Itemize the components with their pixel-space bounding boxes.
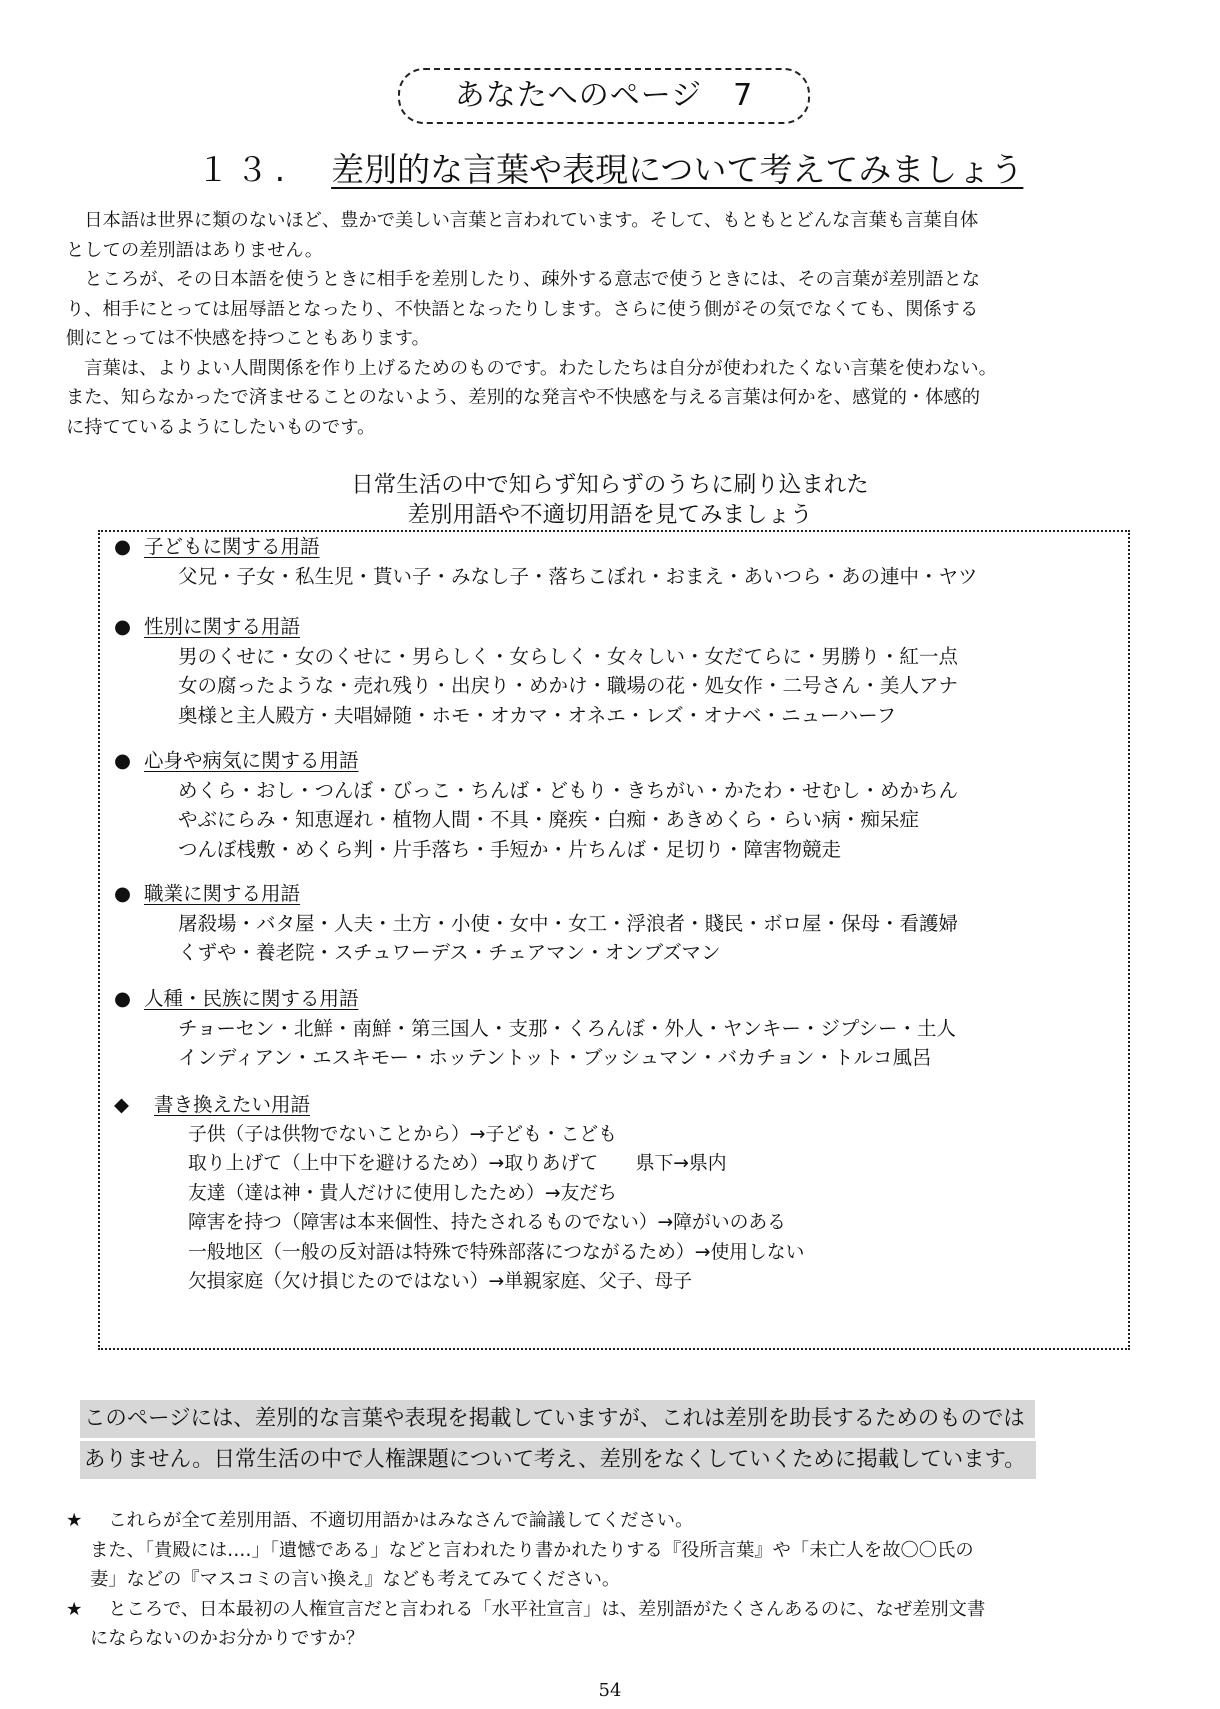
term-line: 女の腐ったような・売れ残り・出戻り・めかけ・職場の花・処女作・二号さん・美人アナ <box>178 674 959 698</box>
category-title: 子どもに関する用語 <box>144 535 320 558</box>
term-line: くずや・養老院・スチュワーデス・チェアマン・オンブズマン <box>178 941 721 965</box>
star-icon: ★ <box>66 1598 83 1620</box>
note-line: また、「貴殿には‥‥」「遺憾である」などと言われたり書かれたりする『役所言葉』や「未亡人を故〇〇氏の <box>90 1539 974 1561</box>
intro-line: り、相手にとっては屈辱語となったり、不快語となったりします。さらに使う側がその気でなくても、関係する <box>66 298 979 320</box>
intro-line: に持てているようにしたいものです。 <box>66 416 376 438</box>
section-title <box>0 146 1220 194</box>
intro-line: 言葉は、よりよい人間関係を作り上げるためのものです。わたしたちは自分が使われたくない言葉を使わない。 <box>66 357 997 379</box>
section-title-text: 差別的な言葉や表現について考えてみましょう <box>331 150 1024 189</box>
star-icon: ★ <box>66 1510 83 1531</box>
bullet-icon: ● <box>114 749 132 772</box>
term-line: 奥様と主人殿方・夫唱婦随・ホモ・オカマ・オネエ・レズ・オナベ・ニューハーフ <box>178 703 897 727</box>
note-item <box>66 1595 1166 1654</box>
rewrite-line: 一般地区（一般の反対語は特殊で特殊部落につながるため）→使用しない <box>188 1241 805 1263</box>
notes <box>66 1506 1166 1654</box>
category-title: 性別に関する用語 <box>144 615 301 638</box>
intro-line: 日本語は世界に類のないほど、豊かで美しい言葉と言われています。そして、もともとどんな言葉も言葉自体 <box>66 210 979 231</box>
note-line: これらが全て差別用語、不適切用語かはみなさんで論議してください。 <box>90 1510 694 1531</box>
rewrite-line: 障害を持つ（障害は本来個性、持たされるものでない）→障がいのある <box>188 1212 786 1234</box>
intro-line: ところが、その日本語を使うときに相手を差別したり、疎外する意志で使うときには、その言葉が差別語とな <box>66 269 981 290</box>
term-line: インディアン・エスキモー・ホッテントット・ブッシュマン・バカチョン・トルコ風呂 <box>178 1046 932 1070</box>
category-health <box>114 746 958 864</box>
intro-line: としての差別語はありません。 <box>66 239 324 261</box>
notice-line: ありません。日常生活の中で人権課題について考え、差別をなくしていくために掲載しています。 <box>80 1441 1036 1479</box>
bullet-icon: ● <box>114 987 132 1010</box>
category-gender <box>114 612 958 730</box>
note-line: ところで、日本最初の人権宣言だと言われる「水平社宣言」は、差別語がたくさんあるのに、なぜ差別文書 <box>90 1598 986 1620</box>
category-title: 職業に関する用語 <box>144 882 301 905</box>
note-line: にならないのかお分かりですか？ <box>90 1628 365 1649</box>
term-line: つんぼ桟敷・めくら判・片手落ち・手短か・片ちんば・足切り・障害物競走 <box>178 837 842 861</box>
category-title: 心身や病気に関する用語 <box>144 749 359 772</box>
term-line: チョーセン・北鮮・南鮮・第三国人・支那・くろんぼ・外人・ヤンキー・ジプシー・土人 <box>178 1017 957 1040</box>
rewrite-line: 欠損家庭（欠け損じたのではない）→単親家庭、父子、母子 <box>188 1271 693 1293</box>
term-line: 屠殺場・バタ屋・人夫・土方・小使・女中・女工・浮浪者・賤民・ボロ屋・保母・看護婦 <box>178 912 959 935</box>
category-title: 書き換えたい用語 <box>154 1093 311 1116</box>
page-label: あなたへのページ 7 <box>398 68 810 124</box>
term-line: やぶにらみ・知恵遅れ・植物人間・不具・廃疾・白痴・あきめくら・らい病・痴呆症 <box>178 808 920 832</box>
bullet-icon: ● <box>114 615 132 638</box>
term-line: 父兄・子女・私生児・貰い子・みなし子・落ちこぼれ・おまえ・あいつら・あの連中・ヤツ <box>178 565 978 588</box>
diamond-icon: ◆ <box>114 1093 129 1116</box>
rewrite-line: 子供（子は供物でないことから）→子ども・こども <box>188 1124 617 1145</box>
note-item <box>66 1506 1166 1595</box>
section-number: １３. <box>196 150 292 189</box>
intro-line: また、知らなかったで済ませることのないよう、差別的な発言や不快感を与える言葉は何かを、感覚的・体感的 <box>66 387 981 408</box>
bullet-icon: ● <box>114 535 132 558</box>
notice-box <box>80 1400 1146 1482</box>
category-occupation <box>114 879 958 968</box>
category-title: 人種・民族に関する用語 <box>144 987 359 1010</box>
rewrite-line: 取り上げて（上中下を避けるため）→取りあげて 県下→県内 <box>188 1153 727 1175</box>
terms-box <box>98 530 1130 1350</box>
rewrite-line: 友達（達は神・貴人だけに使用したため）→友だち <box>188 1182 617 1204</box>
intro-text <box>66 206 1176 442</box>
intro-line: 側にとっては不快感を持つこともあります。 <box>66 328 430 349</box>
notice-line: このページには、差別的な言葉や表現を掲載していますが、これは差別を助長するためのものでは <box>80 1400 1035 1438</box>
box-heading-line: 日常生活の中で知らず知らずのうちに刷り込まれた <box>351 472 869 498</box>
page-number: 54 <box>598 1680 622 1701</box>
category-rewrite <box>114 1090 804 1296</box>
category-children <box>114 532 978 591</box>
box-heading <box>0 470 1220 530</box>
term-line: めくら・おし・つんぼ・びっこ・ちんば・どもり・きちがい・かたわ・せむし・めかちん <box>178 779 959 802</box>
box-heading-line: 差別用語や不適切用語を見てみましょう <box>407 502 813 528</box>
category-ethnicity <box>114 984 956 1073</box>
term-line: 男のくせに・女のくせに・男らしく・女らしく・女々しい・女だてらに・男勝り・紅一点 <box>178 645 959 668</box>
note-line: 妻」などの『マスコミの言い換え』なども考えてみてください。 <box>90 1569 621 1590</box>
bullet-icon: ● <box>114 882 132 905</box>
